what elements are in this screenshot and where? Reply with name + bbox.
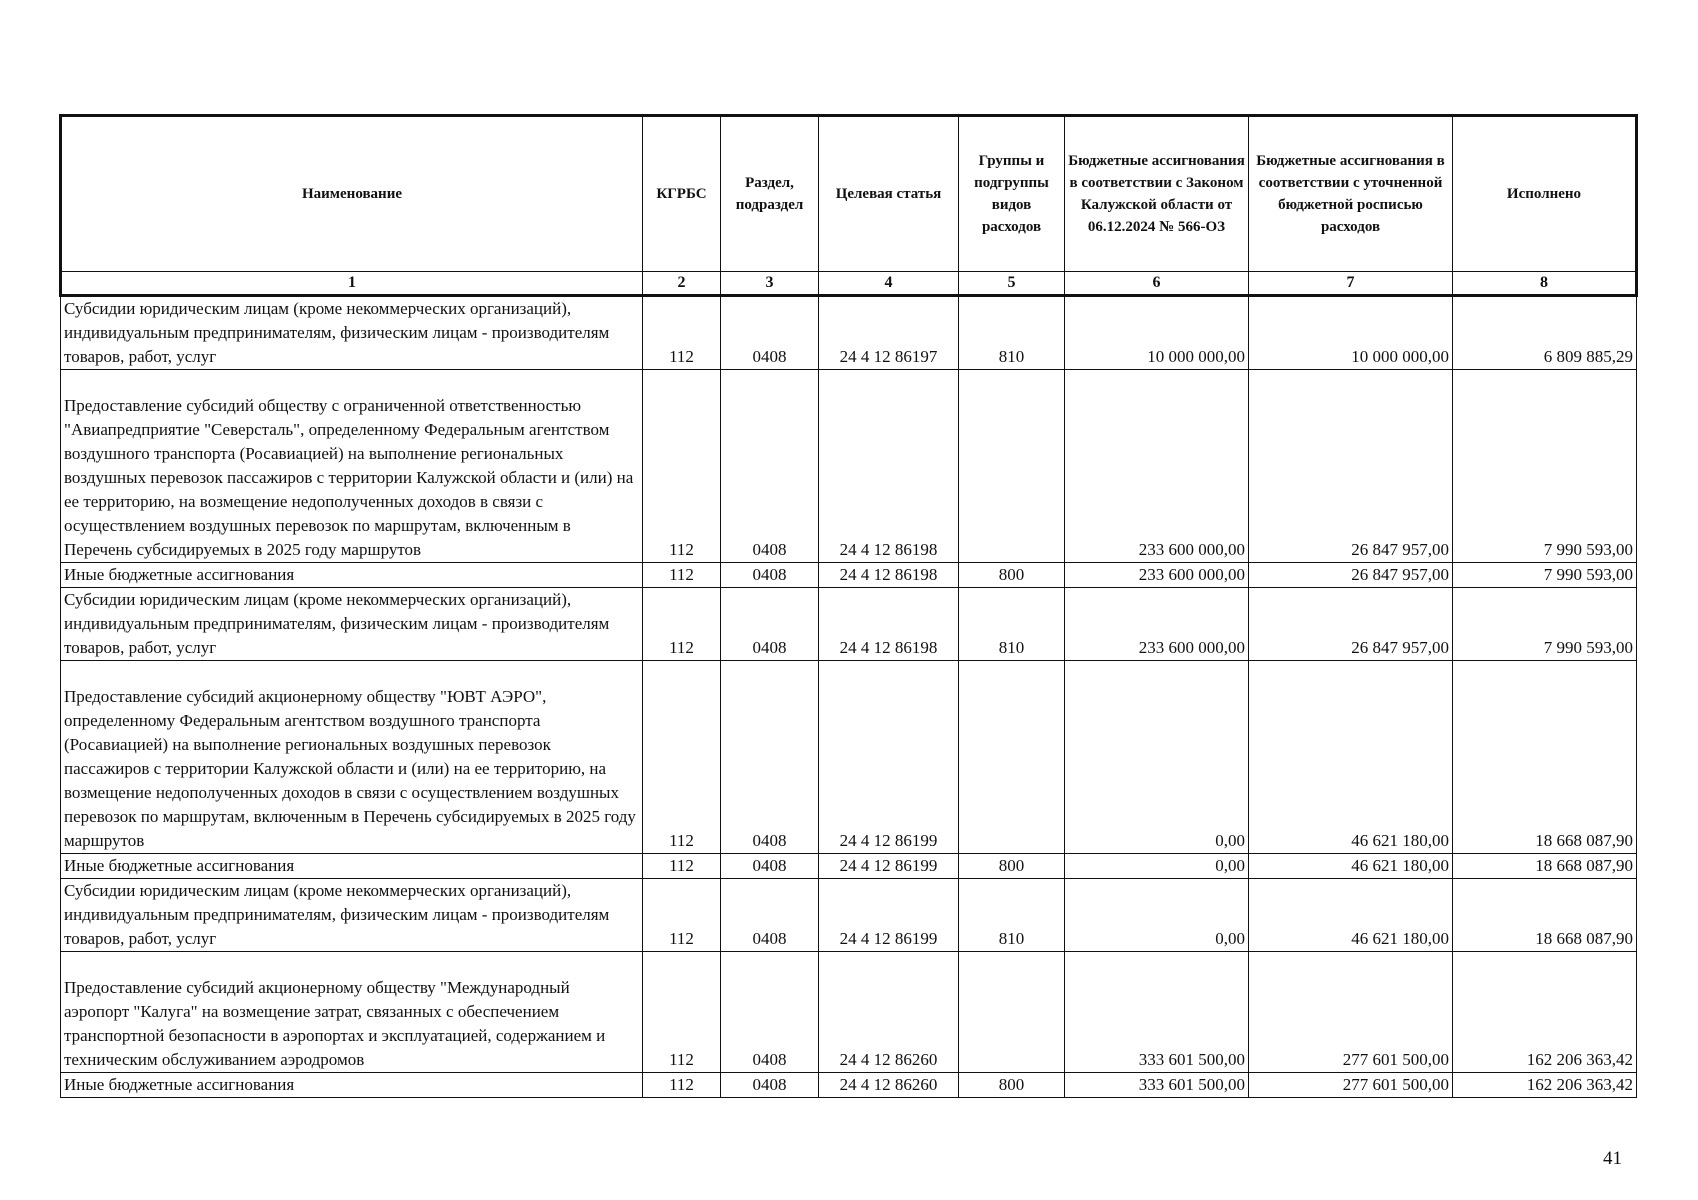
row-executed: 18 668 087,90 <box>1453 854 1637 879</box>
row-law: 233 600 000,00 <box>1065 370 1249 563</box>
row-law: 0,00 <box>1065 854 1249 879</box>
table-row <box>61 1073 1637 1098</box>
row-group <box>959 370 1065 563</box>
row-kgrbs: 112 <box>643 661 721 854</box>
header-kgrbs: КГРБС <box>643 116 721 272</box>
row-name: Предоставление субсидий акционерному обществу "ЮВТ АЭРО", определенному Федеральным агентством воздушного транспорта (Росавиацией) на выполнение региональных воздушных перевозок пассажиров с территории Калужской области и (или) на ее территорию, на возмещение недополученных доходов в связи с осуществлением воздушных перевозок по маршрутам, включенным в Перечень субсидируемых в 2025 году маршрутов <box>61 661 643 854</box>
page-number: 41 <box>1603 1148 1622 1169</box>
row-section: 0408 <box>721 879 819 952</box>
row-group: 800 <box>959 854 1065 879</box>
row-group: 810 <box>959 296 1065 370</box>
table-body <box>61 296 1637 1098</box>
row-executed: 162 206 363,42 <box>1453 1073 1637 1098</box>
row-target: 24 4 12 86199 <box>819 661 959 854</box>
row-target: 24 4 12 86199 <box>819 879 959 952</box>
row-law: 233 600 000,00 <box>1065 563 1249 588</box>
row-executed: 7 990 593,00 <box>1453 563 1637 588</box>
row-law: 0,00 <box>1065 879 1249 952</box>
row-refined: 277 601 500,00 <box>1249 1073 1453 1098</box>
budget-table <box>59 114 1638 1098</box>
row-refined: 26 847 957,00 <box>1249 588 1453 661</box>
table-header <box>61 116 1637 296</box>
row-section: 0408 <box>721 854 819 879</box>
header-section: Раздел, подраздел <box>721 116 819 272</box>
column-number: 6 <box>1065 272 1249 296</box>
row-kgrbs: 112 <box>643 588 721 661</box>
column-number: 8 <box>1453 272 1637 296</box>
table-row <box>61 952 1637 1073</box>
row-kgrbs: 112 <box>643 1073 721 1098</box>
row-name: Иные бюджетные ассигнования <box>61 854 643 879</box>
row-kgrbs: 112 <box>643 296 721 370</box>
row-group: 800 <box>959 1073 1065 1098</box>
row-target: 24 4 12 86197 <box>819 296 959 370</box>
column-number: 4 <box>819 272 959 296</box>
row-name: Субсидии юридическим лицам (кроме некоммерческих организаций), индивидуальным предпринимателям, физическим лицам - производителям товаров, работ, услуг <box>61 588 643 661</box>
header-target: Целевая статья <box>819 116 959 272</box>
row-section: 0408 <box>721 563 819 588</box>
row-law: 333 601 500,00 <box>1065 952 1249 1073</box>
row-executed: 7 990 593,00 <box>1453 588 1637 661</box>
row-executed: 18 668 087,90 <box>1453 661 1637 854</box>
table-row <box>61 588 1637 661</box>
row-name: Предоставление субсидий обществу с ограниченной ответственностью "Авиапредприятие "Северсталь", определенному Федеральным агентством воздушного транспорта (Росавиацией) на выполнение региональных воздушных перевозок пассажиров с территории Калужской области и (или) на ее территорию, на возмещение недополученных доходов в связи с осуществлением воздушных перевозок по маршрутам, включенным в Перечень субсидируемых в 2025 году маршрутов <box>61 370 643 563</box>
row-refined: 277 601 500,00 <box>1249 952 1453 1073</box>
row-executed: 162 206 363,42 <box>1453 952 1637 1073</box>
row-name: Предоставление субсидий акционерному обществу "Международный аэропорт "Калуга" на возмещение затрат, связанных с обеспечением транспортной безопасности в аэропортах и эксплуатацией, содержанием и техническим обслуживанием аэродромов <box>61 952 643 1073</box>
row-kgrbs: 112 <box>643 952 721 1073</box>
row-target: 24 4 12 86198 <box>819 563 959 588</box>
row-group: 810 <box>959 588 1065 661</box>
row-executed: 18 668 087,90 <box>1453 879 1637 952</box>
row-refined: 46 621 180,00 <box>1249 879 1453 952</box>
row-executed: 6 809 885,29 <box>1453 296 1637 370</box>
row-refined: 26 847 957,00 <box>1249 563 1453 588</box>
row-refined: 46 621 180,00 <box>1249 661 1453 854</box>
column-number: 1 <box>61 272 643 296</box>
header-name: Наименование <box>61 116 643 272</box>
row-group: 810 <box>959 879 1065 952</box>
row-group <box>959 952 1065 1073</box>
table-row <box>61 854 1637 879</box>
row-law: 333 601 500,00 <box>1065 1073 1249 1098</box>
row-section: 0408 <box>721 296 819 370</box>
row-group: 800 <box>959 563 1065 588</box>
row-section: 0408 <box>721 588 819 661</box>
column-number: 5 <box>959 272 1065 296</box>
row-section: 0408 <box>721 952 819 1073</box>
row-target: 24 4 12 86198 <box>819 588 959 661</box>
row-name: Субсидии юридическим лицам (кроме некоммерческих организаций), индивидуальным предпринимателям, физическим лицам - производителям товаров, работ, услуг <box>61 879 643 952</box>
column-number: 3 <box>721 272 819 296</box>
row-name: Субсидии юридическим лицам (кроме некоммерческих организаций), индивидуальным предпринимателям, физическим лицам - производителям товаров, работ, услуг <box>61 296 643 370</box>
row-law: 233 600 000,00 <box>1065 588 1249 661</box>
row-section: 0408 <box>721 1073 819 1098</box>
header-group: Группы и подгруппы видов расходов <box>959 116 1065 272</box>
table-row <box>61 370 1637 563</box>
row-section: 0408 <box>721 661 819 854</box>
row-target: 24 4 12 86198 <box>819 370 959 563</box>
column-number: 2 <box>643 272 721 296</box>
row-refined: 26 847 957,00 <box>1249 370 1453 563</box>
row-kgrbs: 112 <box>643 854 721 879</box>
row-kgrbs: 112 <box>643 879 721 952</box>
header-law: Бюджетные ассигнования в соответствии с Законом Калужской области от 06.12.2024 № 566-ОЗ <box>1065 116 1249 272</box>
row-target: 24 4 12 86199 <box>819 854 959 879</box>
row-group <box>959 661 1065 854</box>
row-name: Иные бюджетные ассигнования <box>61 1073 643 1098</box>
header-refined: Бюджетные ассигнования в соответствии с уточненной бюджетной росписью расходов <box>1249 116 1453 272</box>
row-target: 24 4 12 86260 <box>819 952 959 1073</box>
table-row <box>61 661 1637 854</box>
row-target: 24 4 12 86260 <box>819 1073 959 1098</box>
table-row <box>61 296 1637 370</box>
column-number: 7 <box>1249 272 1453 296</box>
table-row <box>61 879 1637 952</box>
row-kgrbs: 112 <box>643 563 721 588</box>
table-row <box>61 563 1637 588</box>
row-kgrbs: 112 <box>643 370 721 563</box>
row-section: 0408 <box>721 370 819 563</box>
row-executed: 7 990 593,00 <box>1453 370 1637 563</box>
row-law: 10 000 000,00 <box>1065 296 1249 370</box>
row-name: Иные бюджетные ассигнования <box>61 563 643 588</box>
header-executed: Исполнено <box>1453 116 1637 272</box>
row-refined: 46 621 180,00 <box>1249 854 1453 879</box>
row-law: 0,00 <box>1065 661 1249 854</box>
row-refined: 10 000 000,00 <box>1249 296 1453 370</box>
